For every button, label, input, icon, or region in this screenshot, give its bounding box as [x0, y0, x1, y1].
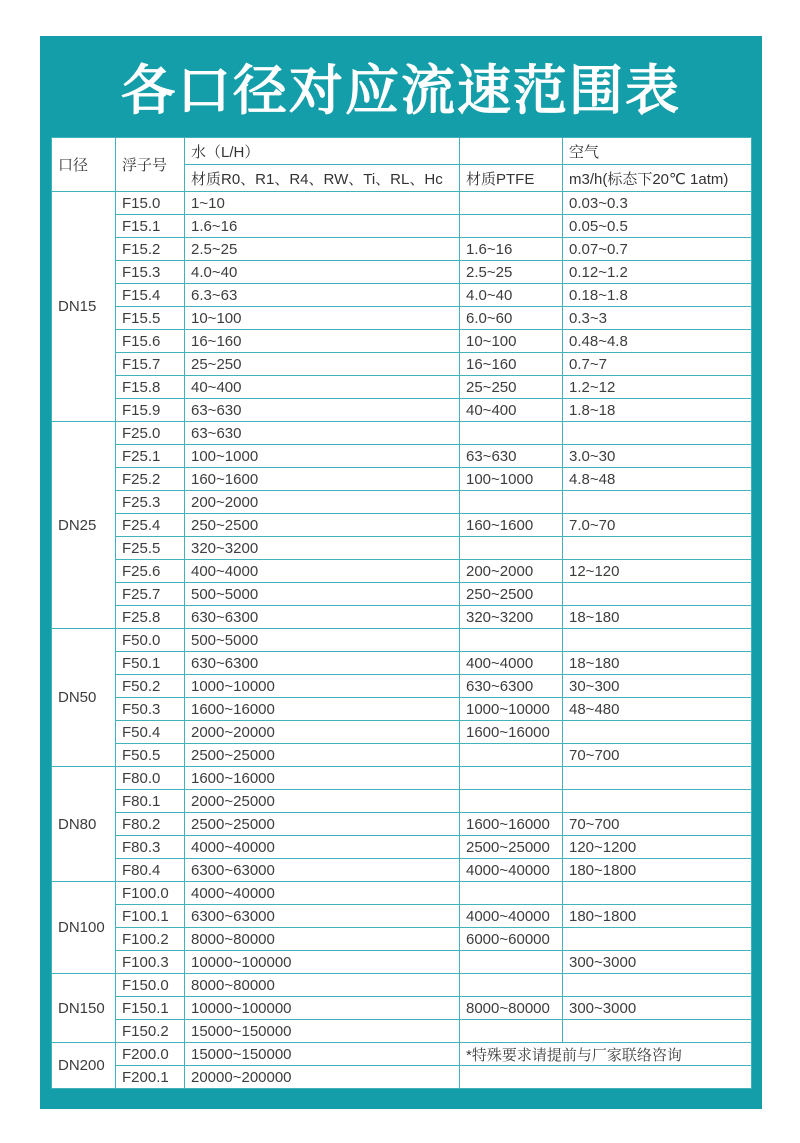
air-range-cell: 18~180 [563, 652, 752, 675]
water-range-cell: 10000~100000 [185, 997, 460, 1020]
ptfe-range-cell: 6.0~60 [460, 307, 563, 330]
diameter-cell: DN50 [52, 629, 116, 767]
water-range-cell: 2000~20000 [185, 721, 460, 744]
ptfe-range-cell: 1600~16000 [460, 813, 563, 836]
water-range-cell: 63~630 [185, 422, 460, 445]
ptfe-range-cell [460, 767, 563, 790]
water-range-cell: 10000~100000 [185, 951, 460, 974]
water-range-cell: 8000~80000 [185, 928, 460, 951]
air-range-cell: 180~1800 [563, 905, 752, 928]
float-number-cell: F50.4 [116, 721, 185, 744]
table-row [52, 652, 752, 675]
table-row [52, 583, 752, 606]
ptfe-range-cell: 8000~80000 [460, 997, 563, 1020]
table-row [52, 836, 752, 859]
float-number-cell: F50.1 [116, 652, 185, 675]
table-row [52, 997, 752, 1020]
water-range-cell: 1600~16000 [185, 767, 460, 790]
air-range-cell: 300~3000 [563, 997, 752, 1020]
water-range-cell: 6300~63000 [185, 859, 460, 882]
air-range-cell: 120~1200 [563, 836, 752, 859]
air-range-cell [563, 721, 752, 744]
table-row [52, 606, 752, 629]
air-range-cell: 30~300 [563, 675, 752, 698]
air-range-cell: 0.7~7 [563, 353, 752, 376]
diameter-cell: DN100 [52, 882, 116, 974]
float-number-cell: F200.1 [116, 1066, 185, 1089]
air-range-cell [563, 537, 752, 560]
float-number-cell: F150.0 [116, 974, 185, 997]
table-row [52, 307, 752, 330]
water-range-cell: 320~3200 [185, 537, 460, 560]
air-range-cell [563, 790, 752, 813]
ptfe-range-cell [460, 491, 563, 514]
table-row [52, 1020, 752, 1043]
note-cell [460, 1066, 752, 1089]
ptfe-range-cell: 16~160 [460, 353, 563, 376]
table-row [52, 445, 752, 468]
water-range-cell: 1000~10000 [185, 675, 460, 698]
ptfe-range-cell: 4000~40000 [460, 859, 563, 882]
ptfe-range-cell: 6000~60000 [460, 928, 563, 951]
table-row [52, 399, 752, 422]
ptfe-range-cell [460, 882, 563, 905]
water-range-cell: 6.3~63 [185, 284, 460, 307]
air-range-cell: 0.05~0.5 [563, 215, 752, 238]
float-number-cell: F15.2 [116, 238, 185, 261]
float-number-cell: F50.5 [116, 744, 185, 767]
table-row [52, 928, 752, 951]
ptfe-range-cell [460, 629, 563, 652]
float-number-cell: F15.0 [116, 192, 185, 215]
float-number-cell: F15.6 [116, 330, 185, 353]
float-number-cell: F15.7 [116, 353, 185, 376]
float-number-cell: F15.4 [116, 284, 185, 307]
ptfe-range-cell: 200~2000 [460, 560, 563, 583]
table-row [52, 813, 752, 836]
water-range-cell: 1.6~16 [185, 215, 460, 238]
table-row [52, 261, 752, 284]
air-range-cell: 0.07~0.7 [563, 238, 752, 261]
ptfe-range-cell [460, 192, 563, 215]
table-row [52, 974, 752, 997]
air-range-cell [563, 583, 752, 606]
table-row [52, 468, 752, 491]
water-range-cell: 630~6300 [185, 606, 460, 629]
flow-range-table [51, 137, 752, 1089]
table-row [52, 376, 752, 399]
air-range-cell [563, 1020, 752, 1043]
table-row [52, 1066, 752, 1089]
ptfe-range-cell: 4000~40000 [460, 905, 563, 928]
air-range-cell [563, 629, 752, 652]
float-number-cell: F80.2 [116, 813, 185, 836]
table-row [52, 629, 752, 652]
float-number-cell: F25.8 [116, 606, 185, 629]
ptfe-range-cell [460, 790, 563, 813]
table-row [52, 951, 752, 974]
float-number-cell: F15.5 [116, 307, 185, 330]
float-number-cell: F25.2 [116, 468, 185, 491]
note-cell: *特殊要求请提前与厂家联络咨询 [460, 1043, 752, 1066]
header-water-spacer [460, 138, 563, 165]
table-row [52, 1043, 752, 1066]
water-range-cell: 63~630 [185, 399, 460, 422]
air-range-cell: 0.03~0.3 [563, 192, 752, 215]
water-range-cell: 200~2000 [185, 491, 460, 514]
air-range-cell [563, 928, 752, 951]
float-number-cell: F50.3 [116, 698, 185, 721]
water-range-cell: 100~1000 [185, 445, 460, 468]
air-range-cell: 12~120 [563, 560, 752, 583]
water-range-cell: 500~5000 [185, 629, 460, 652]
ptfe-range-cell [460, 951, 563, 974]
ptfe-range-cell: 250~2500 [460, 583, 563, 606]
water-range-cell: 4.0~40 [185, 261, 460, 284]
water-range-cell: 500~5000 [185, 583, 460, 606]
float-number-cell: F25.6 [116, 560, 185, 583]
ptfe-range-cell: 40~400 [460, 399, 563, 422]
ptfe-range-cell [460, 744, 563, 767]
water-range-cell: 6300~63000 [185, 905, 460, 928]
air-range-cell [563, 974, 752, 997]
water-range-cell: 15000~150000 [185, 1043, 460, 1066]
float-number-cell: F50.0 [116, 629, 185, 652]
air-range-cell: 70~700 [563, 813, 752, 836]
ptfe-range-cell: 25~250 [460, 376, 563, 399]
water-range-cell: 40~400 [185, 376, 460, 399]
teal-panel [40, 36, 762, 1109]
air-range-cell: 1.8~18 [563, 399, 752, 422]
diameter-cell: DN15 [52, 192, 116, 422]
float-number-cell: F50.2 [116, 675, 185, 698]
air-range-cell: 180~1800 [563, 859, 752, 882]
page-title: 各口径对应流速范围表 [121, 61, 681, 121]
table-row [52, 560, 752, 583]
table-row [52, 491, 752, 514]
header-row-1 [52, 138, 752, 165]
water-range-cell: 4000~40000 [185, 836, 460, 859]
ptfe-range-cell: 2.5~25 [460, 261, 563, 284]
diameter-cell: DN25 [52, 422, 116, 629]
table-header [52, 138, 752, 192]
float-number-cell: F15.8 [116, 376, 185, 399]
float-number-cell: F100.2 [116, 928, 185, 951]
ptfe-range-cell: 630~6300 [460, 675, 563, 698]
ptfe-range-cell [460, 422, 563, 445]
float-number-cell: F25.3 [116, 491, 185, 514]
table-row [52, 537, 752, 560]
air-range-cell [563, 491, 752, 514]
float-number-cell: F100.3 [116, 951, 185, 974]
table-row [52, 238, 752, 261]
table-row [52, 882, 752, 905]
header-air: 空气 [563, 138, 752, 165]
ptfe-range-cell [460, 537, 563, 560]
ptfe-range-cell [460, 1020, 563, 1043]
table-row [52, 284, 752, 307]
air-range-cell: 3.0~30 [563, 445, 752, 468]
water-range-cell: 400~4000 [185, 560, 460, 583]
table-row [52, 721, 752, 744]
ptfe-range-cell: 2500~25000 [460, 836, 563, 859]
air-range-cell [563, 422, 752, 445]
ptfe-range-cell: 10~100 [460, 330, 563, 353]
float-number-cell: F80.3 [116, 836, 185, 859]
table-row [52, 744, 752, 767]
ptfe-range-cell: 4.0~40 [460, 284, 563, 307]
air-range-cell: 300~3000 [563, 951, 752, 974]
float-number-cell: F25.5 [116, 537, 185, 560]
ptfe-range-cell [460, 974, 563, 997]
table-row [52, 514, 752, 537]
water-range-cell: 630~6300 [185, 652, 460, 675]
water-range-cell: 2000~25000 [185, 790, 460, 813]
ptfe-range-cell: 160~1600 [460, 514, 563, 537]
table-row [52, 859, 752, 882]
table-row [52, 675, 752, 698]
water-range-cell: 10~100 [185, 307, 460, 330]
water-range-cell: 4000~40000 [185, 882, 460, 905]
water-range-cell: 2500~25000 [185, 813, 460, 836]
water-range-cell: 16~160 [185, 330, 460, 353]
table-row [52, 330, 752, 353]
water-range-cell: 8000~80000 [185, 974, 460, 997]
float-number-cell: F25.0 [116, 422, 185, 445]
water-range-cell: 160~1600 [185, 468, 460, 491]
air-range-cell: 7.0~70 [563, 514, 752, 537]
water-range-cell: 2.5~25 [185, 238, 460, 261]
water-range-cell: 1~10 [185, 192, 460, 215]
table-row [52, 790, 752, 813]
air-range-cell: 1.2~12 [563, 376, 752, 399]
water-range-cell: 250~2500 [185, 514, 460, 537]
float-number-cell: F25.4 [116, 514, 185, 537]
ptfe-range-cell: 63~630 [460, 445, 563, 468]
table-row [52, 767, 752, 790]
float-number-cell: F25.7 [116, 583, 185, 606]
float-number-cell: F150.2 [116, 1020, 185, 1043]
air-range-cell: 70~700 [563, 744, 752, 767]
water-range-cell: 15000~150000 [185, 1020, 460, 1043]
air-range-cell [563, 767, 752, 790]
diameter-cell: DN150 [52, 974, 116, 1043]
float-number-cell: F80.4 [116, 859, 185, 882]
air-range-cell: 0.3~3 [563, 307, 752, 330]
ptfe-range-cell: 1600~16000 [460, 721, 563, 744]
table-body [52, 192, 752, 1089]
header-float-number: 浮子号 [116, 138, 185, 192]
air-range-cell: 0.12~1.2 [563, 261, 752, 284]
float-number-cell: F150.1 [116, 997, 185, 1020]
header-material-main: 材质R0、R1、R4、RW、Ti、RL、Hc [185, 165, 460, 192]
float-number-cell: F200.0 [116, 1043, 185, 1066]
air-range-cell: 48~480 [563, 698, 752, 721]
float-number-cell: F100.1 [116, 905, 185, 928]
ptfe-range-cell [460, 215, 563, 238]
float-number-cell: F80.0 [116, 767, 185, 790]
water-range-cell: 25~250 [185, 353, 460, 376]
float-number-cell: F80.1 [116, 790, 185, 813]
ptfe-range-cell: 100~1000 [460, 468, 563, 491]
diameter-cell: DN80 [52, 767, 116, 882]
diameter-cell: DN200 [52, 1043, 116, 1089]
header-water: 水（L/H） [185, 138, 460, 165]
table-row [52, 422, 752, 445]
float-number-cell: F25.1 [116, 445, 185, 468]
air-range-cell: 18~180 [563, 606, 752, 629]
water-range-cell: 2500~25000 [185, 744, 460, 767]
ptfe-range-cell: 1000~10000 [460, 698, 563, 721]
table-row [52, 353, 752, 376]
water-range-cell: 20000~200000 [185, 1066, 460, 1089]
header-air-unit: m3/h(标态下20℃ 1atm) [563, 165, 752, 192]
table-row [52, 215, 752, 238]
table-row [52, 192, 752, 215]
float-number-cell: F100.0 [116, 882, 185, 905]
ptfe-range-cell: 320~3200 [460, 606, 563, 629]
ptfe-range-cell: 1.6~16 [460, 238, 563, 261]
float-number-cell: F15.1 [116, 215, 185, 238]
water-range-cell: 1600~16000 [185, 698, 460, 721]
air-range-cell: 0.18~1.8 [563, 284, 752, 307]
float-number-cell: F15.3 [116, 261, 185, 284]
air-range-cell: 0.48~4.8 [563, 330, 752, 353]
table-row [52, 905, 752, 928]
header-material-ptfe: 材质PTFE [460, 165, 563, 192]
ptfe-range-cell: 400~4000 [460, 652, 563, 675]
air-range-cell: 4.8~48 [563, 468, 752, 491]
header-diameter: 口径 [52, 138, 116, 192]
table-row [52, 698, 752, 721]
air-range-cell [563, 882, 752, 905]
float-number-cell: F15.9 [116, 399, 185, 422]
